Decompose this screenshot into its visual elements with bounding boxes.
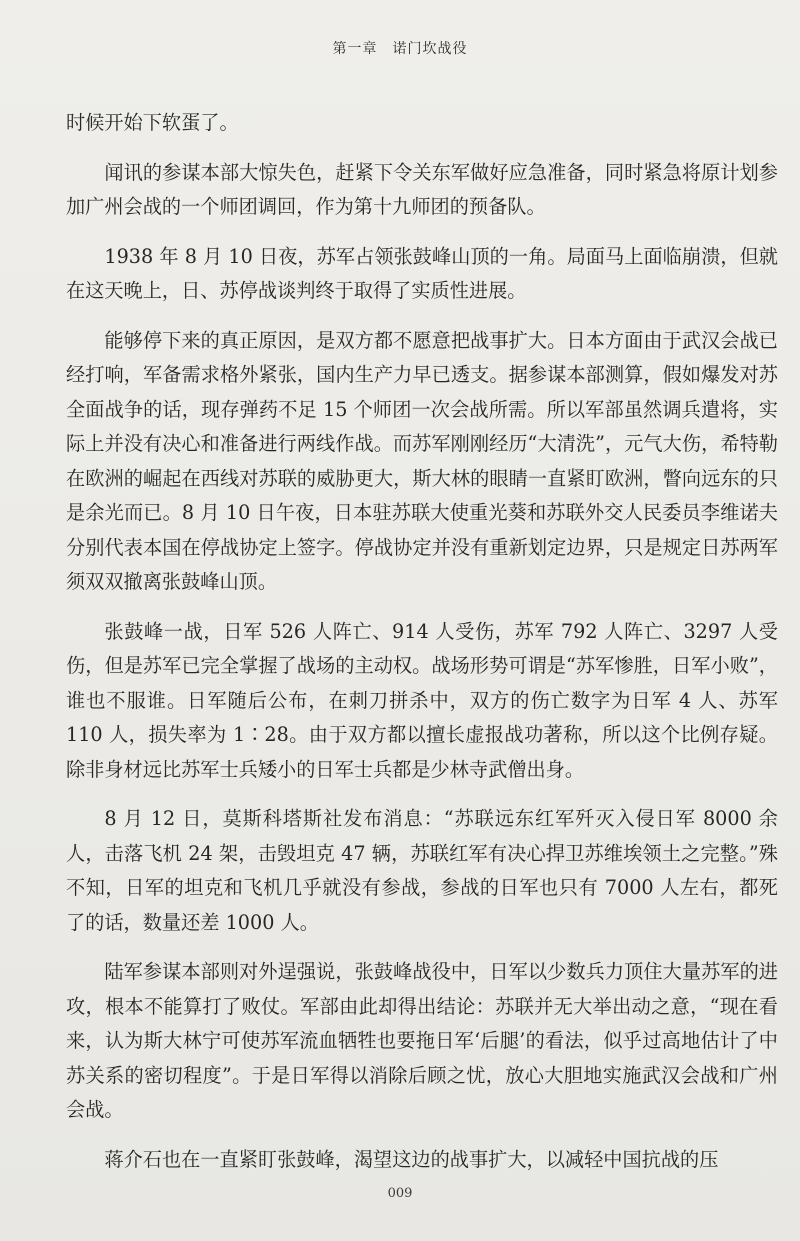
running-header: 第一章 诺门坎战役 <box>332 41 468 57</box>
paragraph-3: 1938 年 8 月 10 日夜，苏军占领张鼓峰山顶的一角。局面马上面临崩溃，但就在这天晚上，日、苏停战谈判终于取得了实质性进展。 <box>66 244 778 302</box>
paragraph-6: 8 月 12 日，莫斯科塔斯社发布消息：“苏联远东红军歼灭入侵日军 8000 余人，击落飞机 24 架，击毁坦克 47 辆，苏联红军有决心捍卫苏维埃领土之完整。”殊不知，日军的坦克和飞机几乎就没有参战，参战的日军也只有 7000 人左右，都死了的话，数量还差 1000 人。 <box>66 807 778 934</box>
paragraph-4: 能够停下来的真正原因，是双方都不愿意把战事扩大。日本方面由于武汉会战已经打响，军备需求格外紧张，国内生产力早已透支。据参谋本部测算，假如爆发对苏全面战争的话，现存弹药不足 15 个师团一次会战所需。所以军部虽然调兵遣将，实际上并没有决心和准备进行两线作战。而苏军刚刚经历“大清洗”，元气大伤，希特勒在欧洲的崛起在西线对苏联的威胁更大，斯大林的眼睛一直紧盯欧洲，瞥向远东的只是余光而已。8 月 10 日午夜，日本驻苏联大使重光葵和苏联外交人民委员李维诺夫分别代表本国在停战协定上签字。停战协定并没有重新划定边界，只是规定日苏两军须双双撤离张鼓峰山顶。 <box>66 328 778 593</box>
paragraph-7: 陆军参谋本部则对外逞强说，张鼓峰战役中，日军以少数兵力顶住大量苏军的进攻，根本不能算打了败仗。军部由此却得出结论：苏联并无大举出动之意，“现在看来，认为斯大林宁可使苏军流血牺牲也要拖日军‘后腿’的看法，似乎过高地估计了中苏关系的密切程度”。于是日军得以消除后顾之忧，放心大胆地实施武汉会战和广州会战。 <box>66 960 778 1121</box>
page-number: 009 <box>387 1186 413 1201</box>
paragraph-8: 蒋介石也在一直紧盯张鼓峰，渴望这边的战事扩大，以减轻中国抗战的压 <box>104 1147 719 1171</box>
paragraph-5: 张鼓峰一战，日军 526 人阵亡、914 人受伤，苏军 792 人阵亡、3297 人受伤，但是苏军已完全掌握了战场的主动权。战场形势可谓是“苏军惨胜，日军小败”，谁也不服谁。日军随后公布，在刺刀拼杀中，双方的伤亡数字为日军 4 人、苏军 110 人，损失率为 1∶28。由于双方都以擅长虚报战功著称，所以这个比例存疑。除非身材远比苏军士兵矮小的日军士兵都是少林寺武僧出身。 <box>66 619 778 781</box>
paragraph-2: 闻讯的参谋本部大惊失色，赶紧下令关东军做好应急准备，同时紧急将原计划参加广州会战的一个师团调回，作为第十九师团的预备队。 <box>66 160 778 218</box>
body-text <box>66 106 778 1192</box>
paragraph-1: 时候开始下软蛋了。 <box>66 111 239 134</box>
